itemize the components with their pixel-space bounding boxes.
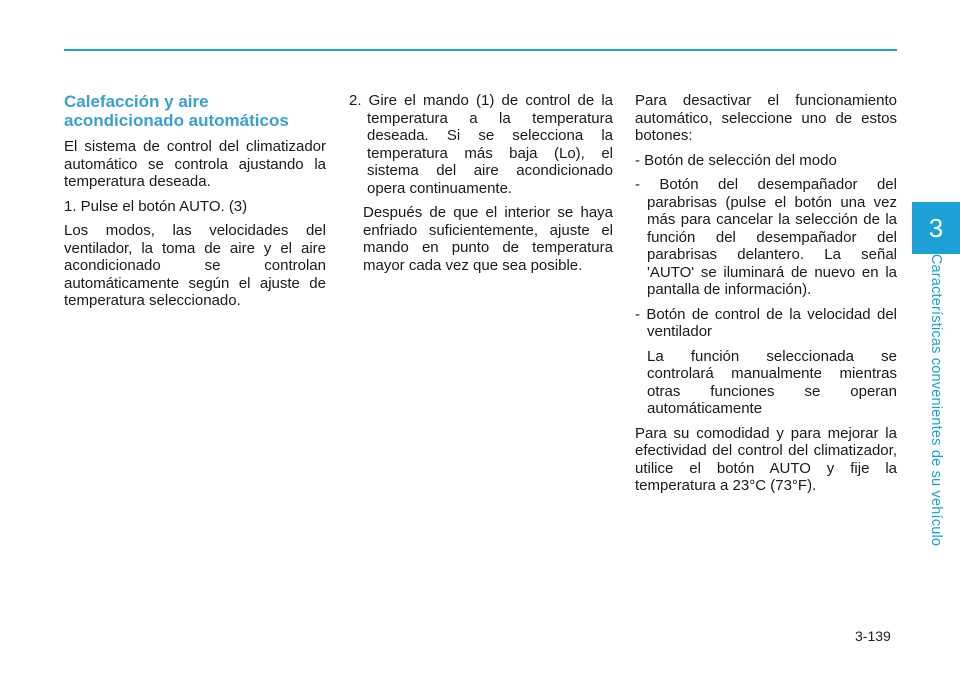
cooling-paragraph: Después de que el interior se haya enfriado suficientemente, ajuste el mando en punto de temperatura mayor cada vez que sea posible.: [363, 204, 613, 274]
page-number: 3-139: [855, 628, 891, 644]
chapter-number: 3: [928, 212, 944, 243]
step-2: 2. Gire el mando (1) de control de la temperatura a la temperatura deseada. Si se selecciona la temperatura más baja (Lo), el sistema del aire acondicionado opera continuamente.: [349, 92, 613, 197]
column-2: [349, 92, 613, 281]
bullet-fan-speed-button: - Botón de control de la velocidad del ventilador: [635, 305, 897, 340]
column-1: [64, 92, 326, 317]
modes-paragraph: Los modos, las velocidades del ventilador, la toma de aire y el aire acondicionado se controlan automáticamente según el ajuste de temperatura seleccionado.: [64, 222, 326, 309]
bullet-continuation: La función seleccionada se controlará manualmente mientras otras funciones se operan automáticamente: [647, 347, 897, 417]
header-rule: [64, 49, 897, 51]
chapter-number-tab: [912, 202, 960, 254]
bullet-defroster-button: - Botón del desempañador del parabrisas (pulse el botón una vez más para cancelar la selección de la función del desempañador del parabrisas delantero. La señal 'AUTO' se iluminará de nuevo en la pantalla de información).: [635, 176, 897, 298]
section-heading: Calefacción y aire acondicionado automáticos: [64, 92, 289, 130]
intro-paragraph: El sistema de control del climatizador automático se controla ajustando la temperatura deseada.: [64, 138, 326, 190]
comfort-paragraph: Para su comodidad y para mejorar la efectividad del control del climatizador, utilice el botón AUTO y fije la temperatura a 23°C (73°F).: [635, 424, 897, 494]
step-1: 1. Pulse el botón AUTO. (3): [64, 197, 248, 215]
bullet-mode-button: - Botón de selección del modo: [635, 151, 837, 169]
chapter-title: Características convenientes de su vehículo: [928, 253, 944, 547]
deactivate-paragraph: Para desactivar el funcionamiento automático, seleccione uno de estos botones:: [635, 92, 897, 144]
column-3: [635, 92, 897, 502]
